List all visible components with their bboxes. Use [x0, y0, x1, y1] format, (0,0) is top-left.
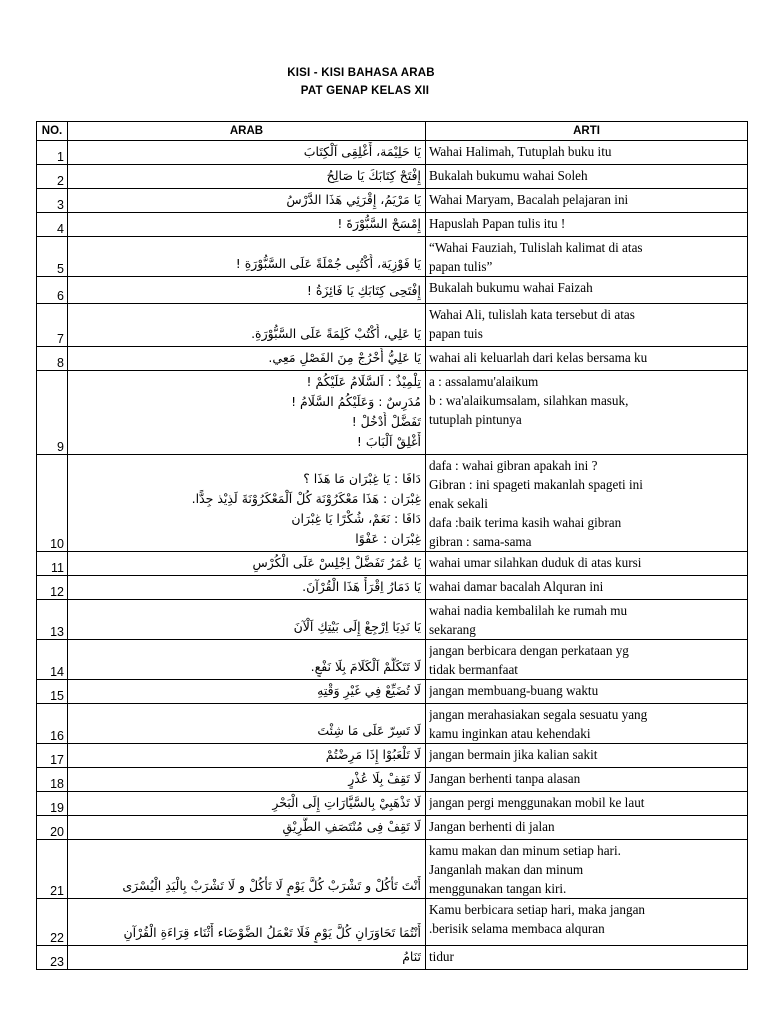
translation-cell — [426, 899, 748, 946]
translation-cell — [426, 552, 748, 576]
arabic-text-cell — [68, 744, 426, 768]
table-row — [37, 277, 748, 304]
arabic-text-line: مُدَرِسٌ : وَعَلَيْكُمُ السَّلَامُ ! — [291, 394, 421, 409]
arabic-text-cell — [68, 840, 426, 899]
translation-line: enak sekali — [429, 496, 488, 511]
row-number: 10 — [37, 455, 68, 552]
translation-cell — [426, 189, 748, 213]
translation-cell — [426, 304, 748, 347]
arabic-text-cell — [68, 304, 426, 347]
translation-line: Janganlah makan dan minum — [429, 862, 584, 877]
row-number: 19 — [37, 792, 68, 816]
table-row — [37, 680, 748, 704]
arabic-text-cell — [68, 704, 426, 744]
translation-line: menggunakan tangan kiri. — [429, 881, 567, 896]
translation-cell — [426, 141, 748, 165]
translation-line: Gibran : ini spageti makanlah spageti ini — [429, 477, 643, 492]
translation-line: Hapuslah Papan tulis itu ! — [429, 216, 566, 231]
arabic-text-cell — [68, 277, 426, 304]
translation-cell — [426, 640, 748, 680]
row-number: 2 — [37, 165, 68, 189]
arabic-text-line: يَا عُمَرُ تَفَضَّلْ اِجْلِسْ عَلَى الْكُرْسِ — [252, 555, 421, 570]
arabic-text-cell — [68, 189, 426, 213]
row-number: 14 — [37, 640, 68, 680]
translation-line: “Wahai Fauziah, Tulislah kalimat di atas — [429, 240, 643, 255]
arabic-text-cell — [68, 946, 426, 970]
arabic-text-line: غِبْرَان : عَفْوًا — [355, 531, 421, 546]
arabic-text-line: يَا عَلِي، أُكْتُبْ كَلِمَةً عَلَى السَّبُّوْرَةِ. — [251, 326, 421, 341]
translation-line: Kamu berbicara setiap hari, maka jangan — [429, 902, 646, 917]
arabic-text-line: إِمْسَحْ السَّبُّوْرَةَ ! — [337, 216, 421, 231]
row-number: 22 — [37, 899, 68, 946]
translation-line: wahai ali keluarlah dari kelas bersama ku — [429, 350, 648, 365]
vocabulary-table — [36, 121, 748, 970]
translation-cell — [426, 768, 748, 792]
table-row — [37, 237, 748, 277]
translation-cell — [426, 744, 748, 768]
arabic-text-line: غِبْرَان : هَذَا مَعْكَرُوْنَة كُلْ اَلْمَعْكَرُوْنَةَ لَذِيْذ جِدًّا. — [191, 491, 421, 506]
translation-cell — [426, 704, 748, 744]
table-row — [37, 600, 748, 640]
translation-line: jangan pergi menggunakan mobil ke laut — [429, 795, 645, 810]
row-number: 18 — [37, 768, 68, 792]
table-row — [37, 899, 748, 946]
translation-line: papan tulis” — [429, 259, 493, 274]
translation-line: kamu inginkan atau kehendaki — [429, 726, 591, 741]
arabic-text-line: لَا تُضَيِّعْ فِي غَيْرِ وَقْتِهِ — [317, 683, 421, 698]
translation-line: jangan membuang-buang waktu — [429, 683, 599, 698]
arabic-text-line: يَا عَلِيُّ أُخْرُجْ مِنَ الفَصْلِ مَعِي. — [268, 350, 421, 365]
table-row — [37, 165, 748, 189]
translation-line: gibran : sama-sama — [429, 534, 532, 549]
table-row — [37, 576, 748, 600]
row-number: 1 — [37, 141, 68, 165]
translation-line: jangan bermain jika kalian sakit — [429, 747, 598, 762]
arabic-text-line: يَا حَلِيْمَة، أَغْلِقِى اَلْكِتَابَ — [303, 144, 421, 159]
arabic-text-line: دَافَا : نَعَمْ، شُكْرًا يَا غِبْرَان — [291, 511, 421, 526]
arabic-text-line: يَا دَمَارُ اِقْرَأْ هَذَا الْقُرْآنَ. — [302, 579, 421, 594]
translation-cell — [426, 347, 748, 371]
arabic-text-line: لَا تَقِفْ بِلَا عُذْرٍ — [348, 771, 421, 786]
arabic-text-line: أَنْتَ تَأْكُلْ و تَشْرَبْ كُلَّ يَوْمٍ لَا تَأْكُلْ و لَا تَشْرَبْ بِالْيَدِ الْيُسْرَى — [122, 878, 421, 893]
table-row — [37, 792, 748, 816]
arabic-text-line: لَا تَسِرّ عَلَى مَا شِئْتَ — [317, 723, 421, 738]
translation-line: wahai damar bacalah Alquran ini — [429, 579, 604, 594]
table-row — [37, 946, 748, 970]
translation-cell — [426, 680, 748, 704]
translation-line: tidur — [429, 949, 454, 964]
row-number: 9 — [37, 371, 68, 455]
translation-line: wahai nadia kembalilah ke rumah mu — [429, 603, 628, 618]
table-row — [37, 141, 748, 165]
translation-cell — [426, 600, 748, 640]
translation-line: wahai umar silahkan duduk di atas kursi — [429, 555, 642, 570]
arabic-text-line: إِفْتَحْ كِتَابَكَ يَا صَالِحُ — [326, 168, 421, 183]
row-number: 11 — [37, 552, 68, 576]
translation-cell — [426, 165, 748, 189]
arabic-text-cell — [68, 816, 426, 840]
header-arti: ARTI — [426, 122, 748, 141]
translation-line: Wahai Halimah, Tutuplah buku itu — [429, 144, 612, 159]
document-title: KISI - KISI BAHASA ARAB — [287, 67, 435, 79]
arabic-text-cell — [68, 141, 426, 165]
table-row — [37, 744, 748, 768]
arabic-text-line: تَنَامُ — [402, 949, 421, 964]
translation-line: sekarang — [429, 622, 476, 637]
table-row — [37, 704, 748, 744]
arabic-text-line: يَا نَدِيَا اِرْجِعْ إِلَى بَيْتِكِ اَلْآنَ — [293, 619, 421, 634]
translation-cell — [426, 455, 748, 552]
translation-cell — [426, 213, 748, 237]
translation-line: Jangan berhenti di jalan — [429, 819, 555, 834]
translation-line: a : assalamu'alaikum — [429, 374, 539, 389]
row-number: 20 — [37, 816, 68, 840]
translation-line: tidak bermanfaat — [429, 662, 518, 677]
translation-line: Wahai Maryam, Bacalah pelajaran ini — [429, 192, 629, 207]
row-number: 6 — [37, 277, 68, 304]
translation-line: dafa :baik terima kasih wahai gibran — [429, 515, 622, 530]
arabic-text-line: لَا تَلْعَبُوْا إِذَا مَرِضْتُمْ — [325, 747, 421, 762]
arabic-text-line: يَا فَوْزِيَة، أُكْتُبِى جُمْلَةً عَلَى السَّبُّوْرَةِ ! — [235, 256, 421, 271]
arabic-text-line: دَافَا : يَا غِبْرَان مَا هَذَا ؟ — [303, 471, 421, 486]
table-row — [37, 455, 748, 552]
arabic-text-line: أَنْتُمَا تَحَاوَرَانِ كُلَّ يَوْمٍ فَلَا تَعْمَلُ الضَّوْضَاء أَثْنَاء قِرَاءَةِ الْقُرْآنِ — [123, 925, 421, 940]
arabic-text-cell — [68, 371, 426, 455]
row-number: 13 — [37, 600, 68, 640]
translation-cell — [426, 371, 748, 455]
arabic-text-cell — [68, 640, 426, 680]
arabic-text-cell — [68, 552, 426, 576]
translation-cell — [426, 946, 748, 970]
document-subtitle: PAT GENAP KELAS XII — [300, 85, 430, 97]
row-number: 8 — [37, 347, 68, 371]
translation-cell — [426, 840, 748, 899]
arabic-text-line: تَفَضَّلْ أُدْخُلْ ! — [351, 414, 421, 429]
translation-line: b : wa'alaikumsalam, silahkan masuk, — [429, 393, 629, 408]
translation-cell — [426, 237, 748, 277]
arabic-text-line: لَا تَذْهَبِيْ بِالسَّيَّارَاتِ إِلَى الْبَحْرِ — [272, 795, 421, 810]
table-row — [37, 840, 748, 899]
arabic-text-cell — [68, 237, 426, 277]
arabic-text-cell — [68, 680, 426, 704]
arabic-text-cell — [68, 455, 426, 552]
table-row — [37, 189, 748, 213]
table-row — [37, 552, 748, 576]
translation-cell — [426, 792, 748, 816]
table-row — [37, 640, 748, 680]
translation-line: Bukalah bukumu wahai Soleh — [429, 168, 588, 183]
header-no: NO. — [37, 122, 68, 141]
arabic-text-cell — [68, 165, 426, 189]
arabic-text-line: لَا تَتَكَلَّمْ اَلْكَلَامَ بِلَا نَفْعٍ. — [310, 659, 421, 674]
arabic-text-line: لَا تَقِفْ فِى مُنْتَصَفِ الطَّرِيْقِ — [282, 819, 421, 834]
table-row — [37, 816, 748, 840]
translation-line: tutuplah pintunya — [429, 412, 522, 427]
header-arab: ARAB — [68, 122, 426, 141]
row-number: 23 — [37, 946, 68, 970]
arabic-text-cell — [68, 576, 426, 600]
row-number: 16 — [37, 704, 68, 744]
row-number: 5 — [37, 237, 68, 277]
row-number: 7 — [37, 304, 68, 347]
translation-cell — [426, 816, 748, 840]
table-row — [37, 371, 748, 455]
arabic-text-line: تِلْمِيْذٌ : اَلسَّلَامُ عَلَيْكُمْ ! — [306, 374, 421, 389]
translation-line: Bukalah bukumu wahai Faizah — [429, 280, 593, 295]
table-row — [37, 768, 748, 792]
arabic-text-cell — [68, 768, 426, 792]
translation-cell — [426, 277, 748, 304]
row-number: 4 — [37, 213, 68, 237]
translation-line: dafa : wahai gibran apakah ini ? — [429, 458, 598, 473]
translation-line: jangan berbicara dengan perkataan yg — [429, 643, 629, 658]
row-number: 15 — [37, 680, 68, 704]
arabic-text-line: أَغْلِقْ اَلْبَابَ ! — [356, 434, 421, 449]
translation-line: Jangan berhenti tanpa alasan — [429, 771, 581, 786]
table-row — [37, 347, 748, 371]
table-row — [37, 213, 748, 237]
arabic-text-cell — [68, 213, 426, 237]
translation-line: papan tuis — [429, 326, 483, 341]
table-row — [37, 304, 748, 347]
translation-cell — [426, 576, 748, 600]
translation-line: kamu makan dan minum setiap hari. — [429, 843, 621, 858]
arabic-text-cell — [68, 600, 426, 640]
arabic-text-cell — [68, 347, 426, 371]
table-header-row — [37, 122, 748, 141]
arabic-text-line: إِفْتَحِى كِتَابَكِ يَا فَائِزَةُ ! — [306, 283, 421, 298]
row-number: 21 — [37, 840, 68, 899]
arabic-text-cell — [68, 792, 426, 816]
row-number: 3 — [37, 189, 68, 213]
translation-line: jangan merahasiakan segala sesuatu yang — [429, 707, 648, 722]
row-number: 17 — [37, 744, 68, 768]
translation-line: .berisik selama membaca alquran — [429, 921, 605, 936]
arabic-text-cell — [68, 899, 426, 946]
arabic-text-line: يَا مَرْيَمُ، إِقْرَئِي هَذَا الدَّرْسُ — [286, 192, 421, 207]
translation-line: Wahai Ali, tulislah kata tersebut di atas — [429, 307, 635, 322]
row-number: 12 — [37, 576, 68, 600]
